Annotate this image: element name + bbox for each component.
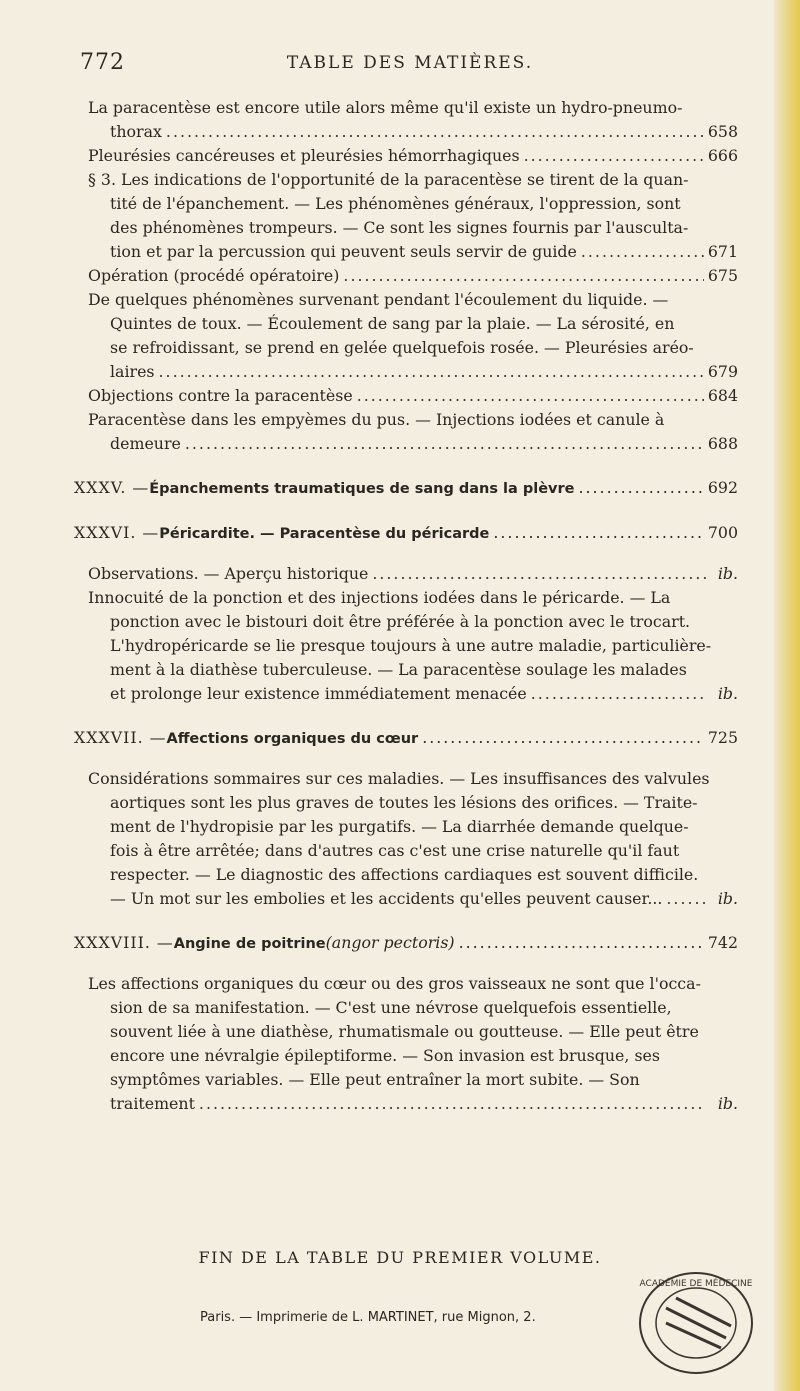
chapter-title: Affections organiques du cœur: [166, 731, 419, 747]
toc-line-text: aortiques sont les plus graves de toutes les lésions des orifices. — Traite-: [110, 793, 698, 812]
chapter-title: Péricardite. — Paracentèse du péricarde: [159, 526, 490, 542]
toc-line: [88, 815, 738, 839]
chapter-title-latin: (angor pectoris): [325, 933, 455, 952]
toc-line-text: thorax: [110, 122, 162, 141]
leader-dots: [524, 144, 704, 168]
toc-line: [88, 634, 738, 658]
toc-entry: [88, 264, 738, 288]
toc-line-text: Paracentèse dans les empyèmes du pus. — Injections iodées et canule à: [88, 410, 665, 429]
chapter-title: Angine de poitrine: [173, 936, 326, 952]
leader-dots: [343, 264, 703, 288]
toc-line-text: et prolonge leur existence immédiatement menacée: [110, 684, 527, 703]
toc-entry: [88, 767, 738, 911]
toc-line-text: se refroidissant, se prend en gelée quelquefois rosée. — Pleurésies aréo-: [110, 338, 694, 357]
chapter-page-ref: 725: [707, 728, 738, 747]
toc-line-text: Observations. — Aperçu historique: [88, 564, 369, 583]
chapter-page-ref: 742: [707, 933, 738, 952]
toc-entry: [88, 96, 738, 144]
toc-entry: [88, 562, 738, 586]
chapter-page-ref: 700: [707, 523, 738, 542]
leader-dots: [666, 887, 706, 911]
toc-line-text: tité de l'épanchement. — Les phénomènes généraux, l'oppression, sont: [110, 194, 681, 213]
chapter-heading: [74, 521, 738, 546]
toc-line: [88, 96, 738, 120]
toc-line: [88, 586, 738, 610]
toc-page-ref: ib.: [717, 1094, 738, 1113]
toc-line-text: L'hydropéricarde se lie presque toujours à une autre maladie, particulière-: [110, 636, 712, 655]
toc-line: [88, 1044, 738, 1068]
toc-line-text: — Un mot sur les embolies et les accidents qu'elles peuvent causer...: [110, 889, 663, 908]
page-number: 772: [80, 50, 125, 75]
toc-line: [88, 562, 738, 586]
toc-entry: [88, 288, 738, 384]
toc-line-text: ment à la diathèse tuberculeuse. — La paracentèse soulage les malades: [110, 660, 687, 679]
leader-dots: [372, 562, 706, 586]
toc-line-text: Considérations sommaires sur ces maladies. — Les insuffisances des valvules: [88, 769, 710, 788]
toc-entry: [88, 972, 738, 1116]
leader-dots: [459, 931, 704, 955]
toc-line-text: fois à être arrêtée; dans d'autres cas c'est une crise naturelle qu'il faut: [110, 841, 680, 860]
toc-line-text: des phénomènes trompeurs. — Ce sont les signes fournis par l'ausculta-: [110, 218, 689, 237]
end-of-volume: FIN DE LA TABLE DU PREMIER VOLUME.: [198, 1248, 602, 1267]
toc-line: [88, 312, 738, 336]
toc-line-text: Objections contre la paracentèse: [88, 386, 353, 405]
toc-line: [88, 887, 738, 911]
toc-line: [88, 216, 738, 240]
toc-line: [88, 767, 738, 791]
toc-line-text: respecter. — Le diagnostic des affections cardiaques est souvent difficile.: [110, 865, 699, 884]
toc-line-text: demeure: [110, 434, 181, 453]
chapter-number: XXXV. —: [74, 478, 150, 497]
chapter-title: Épanchements traumatiques de sang dans la plèvre: [149, 481, 575, 497]
chapter-heading: [74, 931, 738, 956]
chapter-heading: [74, 726, 738, 751]
toc-line-text: traitement: [110, 1094, 195, 1113]
toc-entry: [88, 586, 738, 706]
chapter-number: XXXVII. —: [74, 728, 167, 747]
leader-dots: [166, 120, 704, 144]
toc-line: [88, 791, 738, 815]
toc-line: [88, 610, 738, 634]
toc-line-text: encore une névralgie épileptiforme. — Son invasion est brusque, ses: [110, 1046, 661, 1065]
toc-page-ref: 679: [707, 362, 738, 381]
toc-line-text: ment de l'hydropisie par les purgatifs. — La diarrhée demande quelque-: [110, 817, 689, 836]
toc-line: [88, 658, 738, 682]
toc-entry: [88, 168, 738, 264]
toc-line: [88, 682, 738, 706]
toc-page-ref: 684: [707, 386, 738, 405]
toc-line: [88, 839, 738, 863]
toc-line-text: Quintes de toux. — Écoulement de sang par la plaie. — La sérosité, en: [110, 314, 675, 333]
toc-entry: [88, 408, 738, 456]
chapter-number: XXXVIII. —: [74, 933, 174, 952]
toc-line-text: ponction avec le bistouri doit être préférée à la ponction avec le trocart.: [110, 612, 691, 631]
running-title: TABLE DES MATIÈRES.: [286, 53, 534, 73]
toc-page-ref: 671: [707, 242, 738, 261]
toc-line: [88, 996, 738, 1020]
page-edge: [774, 0, 800, 1391]
table-of-contents: [74, 96, 738, 1116]
chapter-page-ref: 692: [707, 478, 738, 497]
library-stamp: [636, 1268, 756, 1378]
toc-line: [88, 288, 738, 312]
toc-page-ref: 666: [707, 146, 738, 165]
leader-dots: [199, 1092, 706, 1116]
toc-line: [88, 1068, 738, 1092]
toc-page-ref: 658: [707, 122, 738, 141]
toc-line-text: souvent liée à une diathèse, rhumatismale ou goutteuse. — Elle peut être: [110, 1022, 699, 1041]
leader-dots: [185, 432, 704, 456]
toc-line: [88, 264, 738, 288]
toc-line-text: De quelques phénomènes survenant pendant l'écoulement du liquide. —: [88, 290, 669, 309]
chapter-number: XXXVI. —: [74, 523, 160, 542]
toc-line: [88, 972, 738, 996]
printer-imprint: Paris. — Imprimerie de L. MARTINET, rue Mignon, 2.: [200, 1310, 536, 1325]
toc-entry: [88, 144, 738, 168]
chapter-heading: [74, 476, 738, 501]
toc-page-ref: ib.: [717, 564, 738, 583]
leader-dots: [159, 360, 704, 384]
toc-line-text: symptômes variables. — Elle peut entraîner la mort subite. — Son: [110, 1070, 640, 1089]
toc-page-ref: ib.: [717, 684, 738, 703]
leader-dots: [531, 682, 706, 706]
toc-line: [88, 120, 738, 144]
leader-dots: [422, 726, 704, 750]
toc-line: [88, 1020, 738, 1044]
toc-line-text: Les affections organiques du cœur ou des gros vaisseaux ne sont que l'occa-: [88, 974, 701, 993]
toc-line-text: Innocuité de la ponction et des injections iodées dans le péricarde. — La: [88, 588, 671, 607]
toc-line-text: sion de sa manifestation. — C'est une névrose quelquefois essentielle,: [110, 998, 672, 1017]
leader-dots: [493, 521, 703, 545]
toc-line-text: tion et par la percussion qui peuvent seuls servir de guide: [110, 242, 577, 261]
toc-line: [88, 863, 738, 887]
toc-line-text: La paracentèse est encore utile alors même qu'il existe un hydro-pneumo-: [88, 98, 683, 117]
toc-line: [88, 240, 738, 264]
toc-entry: [88, 384, 738, 408]
leader-dots: [578, 476, 703, 500]
toc-line: [88, 360, 738, 384]
toc-line-text: Opération (procédé opératoire): [88, 266, 340, 285]
leader-dots: [357, 384, 704, 408]
toc-line: [88, 384, 738, 408]
toc-line: [88, 144, 738, 168]
toc-page-ref: 688: [707, 434, 738, 453]
toc-line-text: Pleurésies cancéreuses et pleurésies hémorrhagiques: [88, 146, 520, 165]
toc-line: [88, 432, 738, 456]
toc-line-text: § 3. Les indications de l'opportunité de la paracentèse se tirent de la quan-: [88, 170, 689, 189]
toc-page-ref: ib.: [717, 889, 738, 908]
toc-page-ref: 675: [707, 266, 738, 285]
page-header: [80, 50, 740, 80]
leader-dots: [581, 240, 704, 264]
toc-line: [88, 192, 738, 216]
seal-lettering: ACADÉMIE DE MÉDECINE: [639, 1279, 753, 1289]
toc-line: [88, 408, 738, 432]
toc-line-text: laires: [110, 362, 155, 381]
toc-line: [88, 336, 738, 360]
toc-line: [88, 1092, 738, 1116]
toc-line: [88, 168, 738, 192]
